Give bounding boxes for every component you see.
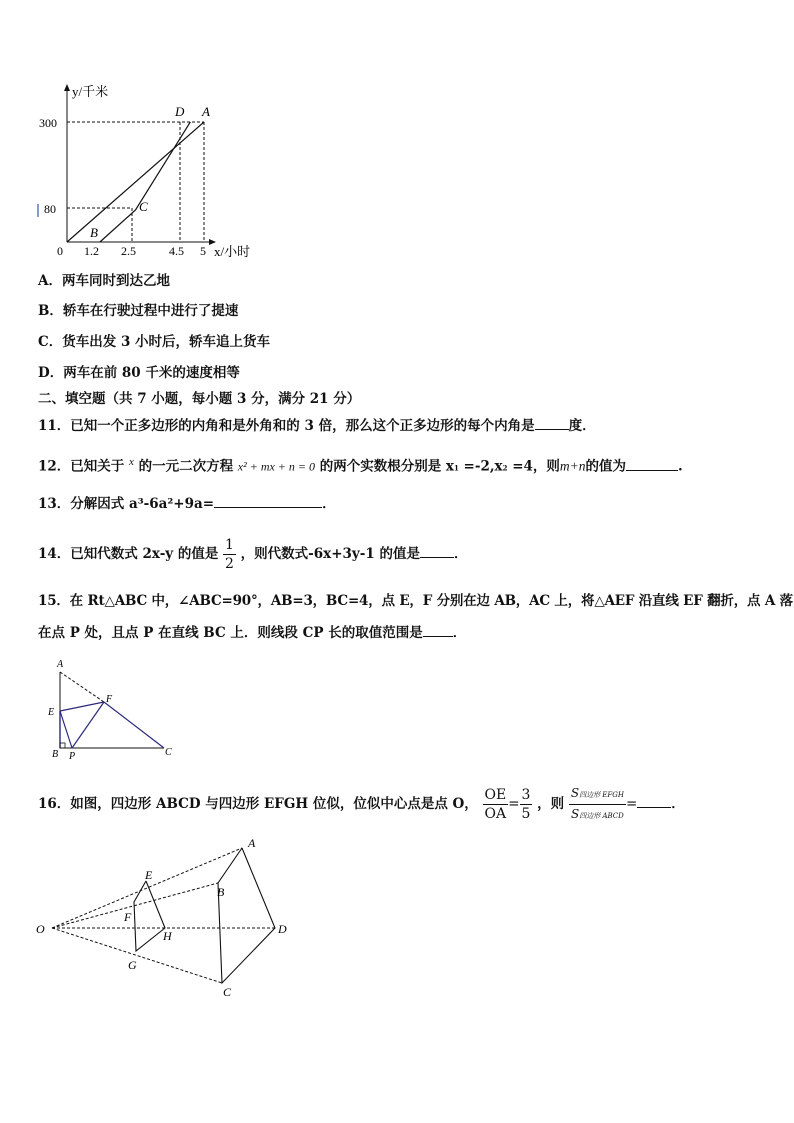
q13-text: 13．分解因式 a³-6a²+9a= — [38, 496, 215, 512]
q16-num: OE — [484, 787, 507, 803]
fig16-label-G: G — [128, 958, 137, 972]
q14-num: 1 — [225, 537, 234, 553]
q12-p6: 的值为 — [585, 458, 627, 475]
xtick-4.5: 4.5 — [169, 244, 184, 258]
fig16-label-B: B — [217, 885, 225, 899]
q12-blank — [626, 457, 678, 471]
fig15-FC — [104, 702, 164, 748]
fig15-AF-dashed — [60, 672, 104, 702]
q14-blank — [420, 544, 454, 558]
q15-blank — [423, 623, 453, 637]
q15-end: ． — [452, 625, 467, 641]
q12-p2: 的一元二次方程 — [138, 458, 234, 475]
q16-sden-sub: 四边形 ABCD — [579, 812, 624, 820]
fig16-label-F: F — [124, 910, 132, 924]
point-B: B — [90, 225, 98, 240]
q16-snum-s: S — [570, 786, 580, 800]
quad-ABCD — [218, 848, 275, 983]
q12-p3: 的两个实数根分别是 x — [319, 458, 454, 475]
q16-p1: 16．如图，四边形 ABCD 与四边形 EFGH 位似，位似中心点是点 O， — [38, 796, 478, 812]
q12-end: . — [678, 458, 683, 475]
ytick-300: 300 — [39, 116, 57, 130]
q16-eq: = — [508, 796, 520, 812]
q14-end: ． — [453, 546, 468, 562]
q16-area-fraction — [569, 784, 626, 825]
ytick-80: 80 — [44, 202, 56, 216]
fig16-label-D: D — [278, 922, 287, 936]
q14-fraction — [223, 536, 236, 573]
q16-snum — [569, 784, 626, 805]
q12-p4: =-2,x — [463, 458, 503, 475]
fig15-label-E: E — [48, 707, 55, 718]
y-axis-arrow — [64, 84, 70, 91]
q14-p2: ，则代数式-6x+3y-1 的值是 — [240, 546, 420, 562]
q11-text: 11．已知一个正多边形的内角和是外角和的 3 倍，那么这个正多边形的每个内角是 — [38, 418, 535, 434]
q11-blank — [535, 416, 569, 430]
q12-sub1: 1 — [453, 463, 459, 473]
fig15-EF — [60, 702, 104, 711]
origin-label: 0 — [57, 244, 63, 258]
point-D: D — [175, 104, 185, 119]
q13-blank — [214, 494, 322, 508]
q16-sden-s: S — [571, 807, 580, 821]
question-11 — [38, 416, 596, 435]
q16-snum-sub: 四边形 EFGH — [579, 791, 624, 799]
q16-end: ． — [671, 796, 685, 812]
q12-sub2: 2 — [502, 463, 508, 473]
question-12 — [38, 453, 683, 478]
ray-OA — [52, 848, 242, 928]
fig16-label-O: O — [36, 922, 45, 936]
option-c: C．货车出发 3 小时后，轿车追上货车 — [38, 334, 271, 350]
q16-eq2: = — [625, 796, 638, 812]
section-2-heading: 二、填空题（共 7 小题，每小题 3 分，满分 21 分） — [38, 391, 361, 407]
option-b: B．轿车在行驶过程中进行了提速 — [38, 303, 239, 319]
q16-ratio-fraction — [483, 786, 509, 823]
figure-15 — [40, 655, 180, 765]
question-16 — [38, 784, 685, 825]
option-a: A．两车同时到达乙地 — [38, 273, 170, 289]
q16-blank — [637, 794, 671, 808]
q12-equation: x² + mx + n = 0 — [237, 459, 316, 474]
xtick-5: 5 — [200, 244, 206, 258]
option-d: D．两车在前 80 千米的速度相等 — [38, 365, 240, 381]
fig15-label-B: B — [52, 749, 59, 760]
fig16-label-E: E — [145, 868, 153, 882]
q12-p5: =4，则 — [512, 458, 560, 475]
q15-l2: 在点 P 处，且点 P 在直线 BC 上．则线段 CP 长的取值范围是 — [38, 625, 423, 641]
x-axis-label: x/小时 — [214, 244, 251, 259]
question-15-line-1: 15．在 Rt△ABC 中，∠ABC=90°，AB=3，BC=4，点 E，F 分别在边 AB，AC 上，将△AEF 沿直线 EF 翻折，点 A 落 — [38, 593, 793, 609]
q16-value-fraction — [520, 786, 533, 823]
fig15-FP — [72, 702, 104, 748]
point-C: C — [139, 199, 148, 214]
fig15-right-angle — [60, 743, 65, 748]
fig15-label-F: F — [106, 694, 113, 705]
series-line-1 — [100, 122, 190, 242]
fig16-label-A: A — [248, 836, 256, 850]
question-13 — [38, 494, 336, 513]
q14-den: 2 — [225, 556, 234, 572]
xtick-1.2: 1.2 — [84, 244, 99, 258]
fig15-label-P: P — [69, 751, 76, 762]
distance-time-graph — [30, 80, 290, 265]
q11-end: 度． — [568, 418, 596, 434]
y-axis-label: y/千米 — [72, 84, 109, 99]
ray-OC — [52, 928, 222, 983]
fig15-EP — [60, 711, 72, 748]
fig16-label-C: C — [223, 985, 232, 999]
q16-p2: ，则 — [537, 796, 565, 812]
q16-rden: 5 — [521, 806, 531, 822]
fig15-label-C: C — [165, 747, 172, 758]
q12-x: x — [129, 456, 134, 468]
q16-rnum: 3 — [521, 787, 531, 803]
question-15-line-2 — [38, 623, 466, 642]
point-A: A — [202, 104, 210, 119]
series-line-0 — [67, 122, 204, 242]
q12-p1: 12．已知关于 — [38, 458, 125, 475]
xtick-2.5: 2.5 — [121, 244, 136, 258]
q16-sden — [569, 805, 626, 825]
fig15-label-A: A — [57, 659, 64, 670]
q12-mn: m+n — [559, 458, 586, 474]
figure-16 — [30, 835, 300, 1005]
q16-den: OA — [484, 806, 507, 822]
question-14 — [38, 536, 467, 573]
quad-EFGH — [134, 881, 165, 951]
q14-p1: 14．已知代数式 2x-y 的值是 — [38, 546, 219, 562]
q13-end: ． — [322, 496, 336, 512]
fig16-label-H: H — [163, 929, 172, 943]
